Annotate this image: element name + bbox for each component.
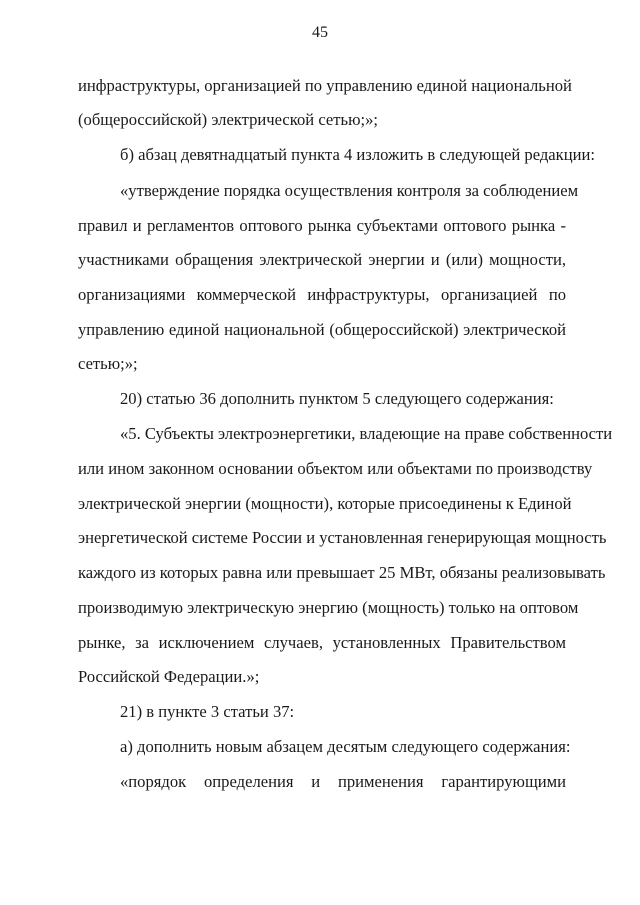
text-line: участниками обращения электрической энергии и (или) мощности, xyxy=(78,250,566,269)
text-line: а) дополнить новым абзацем десятым следующего содержания: xyxy=(120,737,571,756)
page-number: 45 xyxy=(312,24,328,41)
text-line: (общероссийской) электрической сетью;»; xyxy=(78,110,378,129)
text-line: б) абзац девятнадцатый пункта 4 изложить в следующей редакции: xyxy=(120,145,595,164)
text-line: управлению единой национальной (общероссийской) электрической xyxy=(78,320,566,339)
text-line: 20) статью 36 дополнить пунктом 5 следующего содержания: xyxy=(120,389,554,408)
text-line: «порядок определения и применения гарантирующими xyxy=(120,772,566,791)
text-line: «утверждение порядка осуществления контроля за соблюдением xyxy=(120,181,579,200)
text-line: каждого из которых равна или превышает 25 МВт, обязаны реализовывать xyxy=(78,563,606,582)
text-line: рынке, за исключением случаев, установленных Правительством xyxy=(78,633,566,652)
text-line: или ином законном основании объектом или объектами по производству xyxy=(78,459,593,478)
text-line: энергетической системе России и установленная генерирующая мощность xyxy=(78,528,607,547)
text-line: инфраструктуры, организацией по управлению единой национальной xyxy=(78,76,572,95)
text-line: «5. Субъекты электроэнергетики, владеющие на праве собственности xyxy=(120,424,613,443)
text-line: правил и регламентов оптового рынка субъектами оптового рынка - xyxy=(78,216,566,235)
text-line: 21) в пункте 3 статьи 37: xyxy=(120,702,295,721)
text-line: электрической энергии (мощности), которые присоединены к Единой xyxy=(78,494,572,513)
text-line: организациями коммерческой инфраструктуры, организацией по xyxy=(78,285,566,304)
text-line: производимую электрическую энергию (мощность) только на оптовом xyxy=(78,598,579,617)
text-line: Российской Федерации.»; xyxy=(78,667,260,686)
text-line: сетью;»; xyxy=(78,354,138,373)
